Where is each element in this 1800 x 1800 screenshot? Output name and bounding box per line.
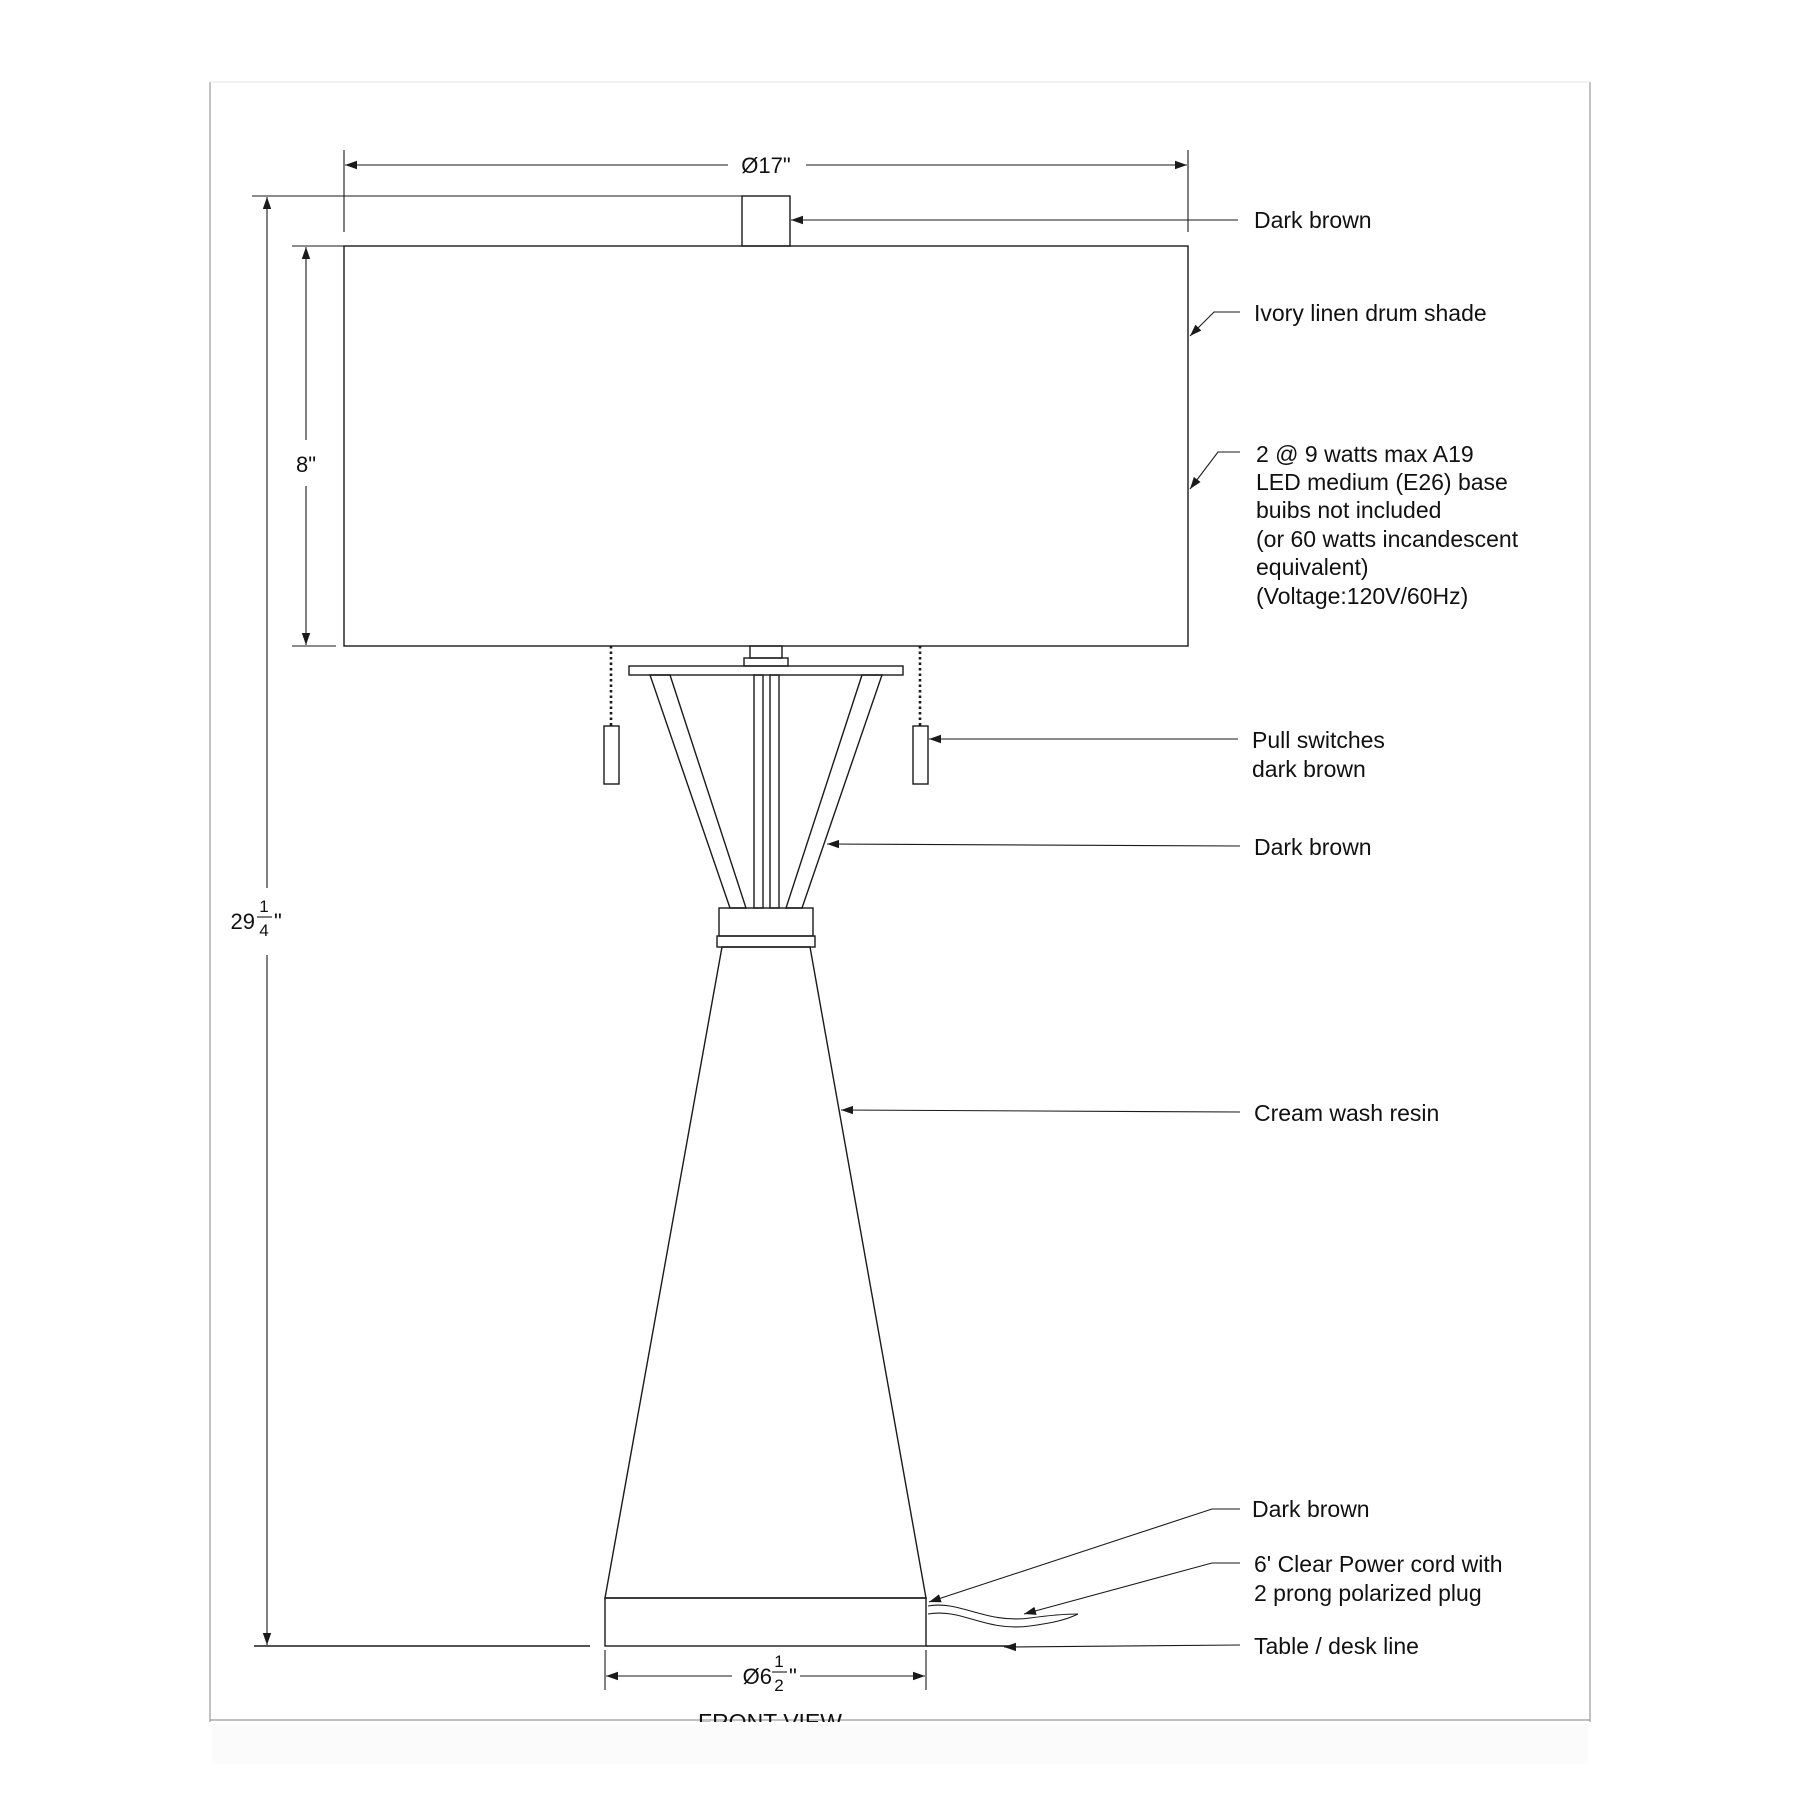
socket-cap <box>744 646 788 666</box>
callout-pull-switches-line-2: dark brown <box>1252 756 1366 782</box>
sheet-frame <box>210 82 1590 1722</box>
callout-pull-switches-line-1: Pull switches <box>1252 727 1385 753</box>
callout-bulbs-line-4: (or 60 watts incandescent <box>1256 526 1519 552</box>
callout-bulbs-line-1: 2 @ 9 watts max A19 <box>1256 441 1474 467</box>
callout-cord-line-2: 2 prong polarized plug <box>1254 1580 1482 1606</box>
base-diameter-denominator: 2 <box>774 1676 784 1695</box>
power-cord <box>928 1605 1078 1627</box>
leader-lines <box>791 220 1240 1647</box>
callout-finial: Dark brown <box>1254 207 1372 233</box>
callout-body: Cream wash resin <box>1254 1100 1440 1126</box>
shade-height-label: 8" <box>295 452 317 477</box>
callout-bulbs-line-6: (Voltage:120V/60Hz) <box>1256 583 1469 609</box>
drum-shade <box>344 246 1188 646</box>
dimension-base-diameter <box>605 1650 926 1695</box>
callout-cord-line-1: 6' Clear Power cord with <box>1254 1551 1503 1577</box>
overall-height-whole: 29 <box>230 909 255 934</box>
base <box>605 1598 926 1646</box>
callout-bulbs-line-3: buibs not included <box>1256 497 1442 523</box>
base-diameter-unit: " <box>789 1664 797 1689</box>
dimension-shade-height <box>292 246 344 646</box>
pull-switch-right <box>913 646 928 784</box>
resin-body <box>605 947 926 1598</box>
base-diameter-numerator: 1 <box>774 1652 784 1671</box>
callout-frame: Dark brown <box>1254 834 1372 860</box>
overall-height-denominator: 4 <box>259 921 269 940</box>
callout-shade: Ivory linen drum shade <box>1254 300 1487 326</box>
callout-bulbs-line-5: equivalent) <box>1256 554 1369 580</box>
dimension-overall-height <box>231 196 742 1645</box>
shade-diameter-label: Ø17" <box>741 153 791 178</box>
frame-arms <box>650 675 882 908</box>
finial <box>742 196 790 246</box>
callout-bulbs-line-2: LED medium (E26) base <box>1256 469 1508 495</box>
bottom-margin-band-tint <box>212 1724 1588 1764</box>
callout-table-line: Table / desk line <box>1254 1633 1419 1659</box>
top-plate <box>629 666 903 675</box>
pull-switch-left <box>604 646 619 784</box>
collar <box>717 908 815 947</box>
callout-base: Dark brown <box>1252 1496 1370 1522</box>
overall-height-numerator: 1 <box>259 897 269 916</box>
overall-height-unit: " <box>274 909 282 934</box>
base-diameter-prefix: Ø6 <box>742 1664 772 1689</box>
